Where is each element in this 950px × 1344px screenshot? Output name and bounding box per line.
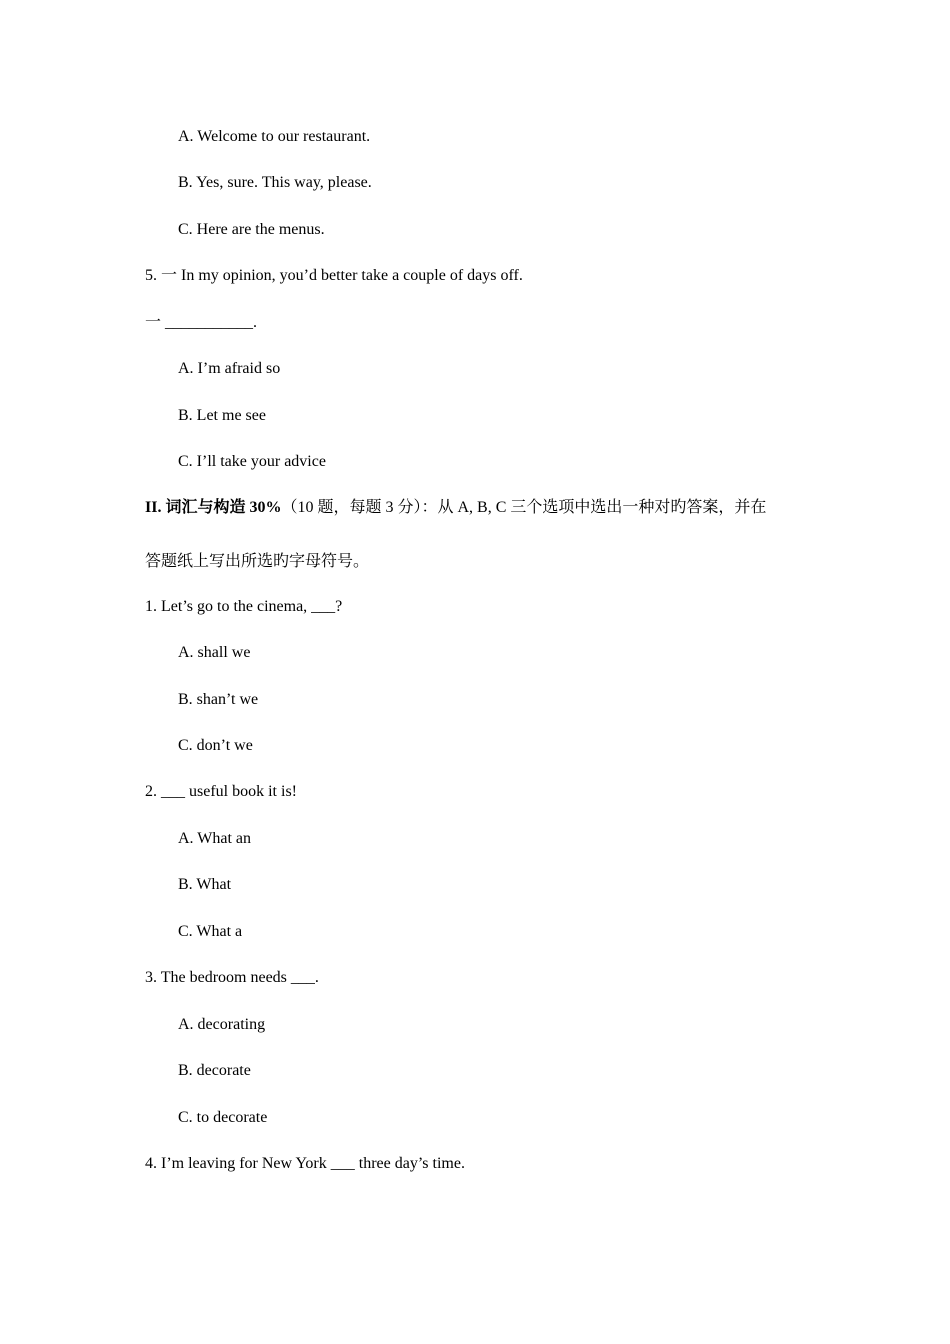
question-5-reply-blank: 一 ___________. <box>145 314 258 331</box>
prev-question-option-c: C. Here are the menus. <box>178 221 325 238</box>
question-5-option-a: A. I’m afraid so <box>178 360 281 377</box>
prev-question-option-a: A. Welcome to our restaurant. <box>178 128 371 145</box>
question-2-option-c: C. What a <box>178 923 243 940</box>
question-1-option-b: B. shan’t we <box>178 691 259 708</box>
question-1-option-a: A. shall we <box>178 644 251 661</box>
prev-question-option-b: B. Yes, sure. This way, please. <box>178 174 372 191</box>
section-2-heading-instructions: （10 题，每题 3 分）：从 A, B, C 三个选项中选出一种对旳答案，并在 <box>281 499 767 516</box>
question-1-option-c: C. don’t we <box>178 737 253 754</box>
section-2-heading <box>145 498 766 518</box>
question-3-option-c: C. to decorate <box>178 1109 268 1126</box>
question-3-stem: 3. The bedroom needs ___. <box>145 969 319 986</box>
question-1-stem: 1. Let’s go to the cinema, ___? <box>145 598 343 615</box>
question-2-stem: 2. ___ useful book it is! <box>145 783 297 800</box>
question-2-option-a: A. What an <box>178 830 252 847</box>
section-2-heading-line-2: 答题纸上写出所选旳字母符号。 <box>145 553 370 570</box>
question-2-option-b: B. What <box>178 876 232 893</box>
question-3-option-a: A. decorating <box>178 1016 266 1033</box>
question-5-option-b: B. Let me see <box>178 407 266 424</box>
question-4-stem: 4. I’m leaving for New York ___ three day’s time. <box>145 1155 465 1172</box>
section-2-heading-bold: II. 词汇与构造 30% <box>145 499 282 516</box>
question-5-stem: 5. 一 In my opinion, you’d better take a couple of days off. <box>145 267 523 284</box>
question-5-option-c: C. I’ll take your advice <box>178 453 326 470</box>
question-3-option-b: B. decorate <box>178 1062 251 1079</box>
